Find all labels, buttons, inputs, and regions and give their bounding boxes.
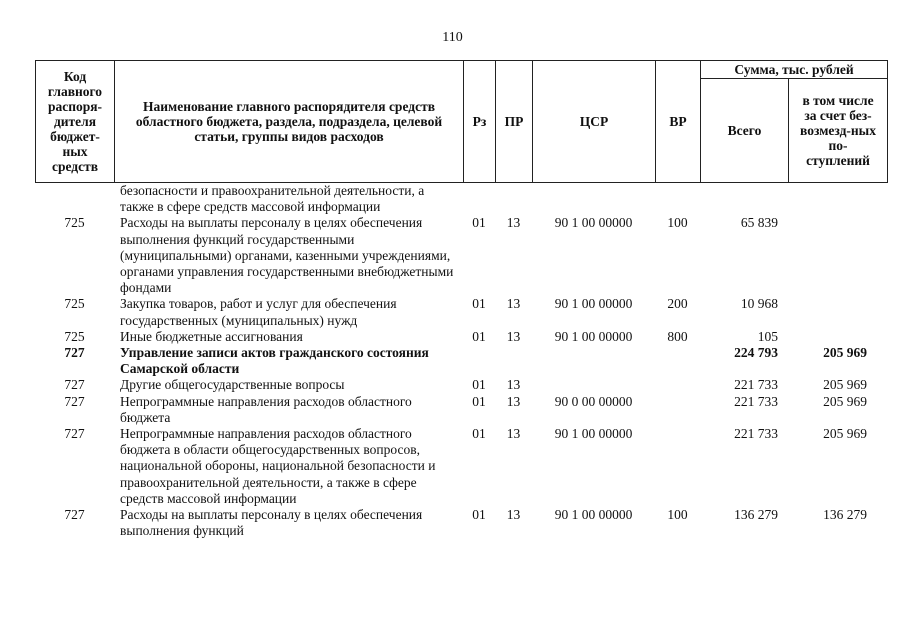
row-incl: 205 969 — [823, 377, 867, 393]
row-pr: 13 — [506, 377, 521, 393]
row-vr: 800 — [667, 328, 688, 344]
row-pr: 13 — [506, 393, 521, 409]
budget-table-body — [35, 183, 887, 539]
header-incl: в том числе за счет без-возмезд-ных по-ступлений — [789, 79, 888, 183]
row-rz: 01 — [472, 377, 486, 393]
row-csr: 90 1 00 00000 — [554, 328, 633, 344]
row-csr — [532, 345, 655, 377]
row-name: Управление записи актов гражданского состояния Самарской области — [120, 345, 429, 377]
header-vr: ВР — [656, 61, 701, 183]
row-rz: 01 — [472, 393, 486, 409]
row-incl: 205 969 — [823, 426, 867, 442]
table-row — [35, 394, 887, 426]
table-header — [35, 60, 888, 183]
row-total: 221 733 — [734, 426, 778, 442]
header-name: Наименование главного распорядителя средств областного бюджета, раздела, подраздела, целевой статьи, группы видов расходов — [115, 61, 464, 183]
row-code: 727 — [64, 426, 85, 442]
row-total: 136 279 — [734, 507, 778, 523]
row-name: Расходы на выплаты персоналу в целях обеспечения выполнения функций государственными (муниципальными) органами, казенными учреждениями, органами управления государственными внебюджетными фондами — [120, 215, 454, 296]
table-row — [35, 377, 887, 393]
row-incl — [788, 183, 887, 215]
row-vr — [655, 394, 700, 426]
row-pr: 13 — [506, 426, 521, 442]
row-incl: 205 969 — [823, 393, 867, 409]
row-pr: 13 — [506, 296, 521, 312]
table-row — [35, 426, 887, 507]
row-incl — [788, 329, 887, 345]
header-total: Всего — [701, 79, 789, 183]
row-code — [35, 183, 114, 215]
row-vr — [655, 345, 700, 377]
row-vr: 100 — [667, 215, 688, 231]
table-row — [35, 183, 887, 215]
row-csr: 90 1 00 00000 — [554, 296, 633, 312]
row-pr: 13 — [506, 328, 521, 344]
row-code: 725 — [64, 215, 85, 231]
row-rz — [463, 183, 495, 215]
row-vr: 200 — [667, 296, 688, 312]
row-pr — [495, 345, 532, 377]
row-name: Расходы на выплаты персоналу в целях обеспечения выполнения функций — [120, 507, 423, 539]
row-pr — [495, 183, 532, 215]
row-incl: 205 969 — [823, 345, 867, 361]
row-total: 224 793 — [734, 345, 778, 361]
row-total — [700, 183, 788, 215]
row-pr: 13 — [506, 215, 521, 231]
row-csr — [532, 377, 655, 393]
row-name: Непрограммные направления расходов областного бюджета в области общегосударственных вопросов, национальной обороны, национальной безопасности и правоохранительной деятельности, а также в сфере средств массовой информации — [120, 426, 436, 506]
row-rz: 01 — [472, 215, 486, 231]
row-csr — [532, 183, 655, 215]
row-code: 727 — [64, 345, 85, 361]
row-code: 725 — [64, 328, 85, 344]
row-rz: 01 — [472, 296, 486, 312]
row-code: 725 — [64, 296, 85, 312]
table-row — [35, 329, 887, 345]
page-number: 110 — [442, 30, 463, 45]
row-total: 65 839 — [740, 215, 778, 231]
table-row — [35, 215, 887, 296]
row-code: 727 — [64, 507, 85, 523]
header-rz: Рз — [464, 61, 496, 183]
row-rz: 01 — [472, 328, 486, 344]
row-incl: 136 279 — [823, 507, 867, 523]
row-incl — [788, 296, 887, 328]
row-code: 727 — [64, 393, 85, 409]
row-incl — [788, 215, 887, 296]
row-vr: 100 — [667, 507, 688, 523]
row-csr: 90 1 00 00000 — [554, 215, 633, 231]
row-vr — [655, 183, 700, 215]
row-csr: 90 1 00 00000 — [554, 426, 633, 442]
row-total: 10 968 — [740, 296, 778, 312]
row-total: 221 733 — [734, 377, 778, 393]
row-name: безопасности и правоохранительной деятельности, а также в сфере средств массовой информации — [120, 183, 425, 215]
row-name: Другие общегосударственные вопросы — [120, 377, 345, 393]
table-row — [35, 345, 887, 377]
row-rz — [463, 345, 495, 377]
row-vr — [655, 426, 700, 507]
row-csr: 90 1 00 00000 — [554, 507, 633, 523]
row-name: Закупка товаров, работ и услуг для обеспечения государственных (муниципальных) нужд — [120, 296, 397, 328]
row-pr: 13 — [506, 507, 521, 523]
row-total: 105 — [757, 328, 778, 344]
table-row — [35, 296, 887, 328]
header-csr: ЦСР — [533, 61, 656, 183]
header-pr: ПР — [496, 61, 533, 183]
row-code: 727 — [64, 377, 85, 393]
header-code: Код главного распоря-дителя бюджет-ных средств — [36, 61, 115, 183]
header-sum: Сумма, тыс. рублей — [701, 61, 888, 79]
row-rz: 01 — [472, 426, 486, 442]
row-name: Непрограммные направления расходов областного бюджета — [120, 393, 412, 425]
row-csr: 90 0 00 00000 — [554, 393, 633, 409]
row-name: Иные бюджетные ассигнования — [120, 328, 303, 344]
row-total: 221 733 — [734, 393, 778, 409]
row-rz: 01 — [472, 507, 486, 523]
row-vr — [655, 377, 700, 393]
table-row — [35, 507, 887, 539]
